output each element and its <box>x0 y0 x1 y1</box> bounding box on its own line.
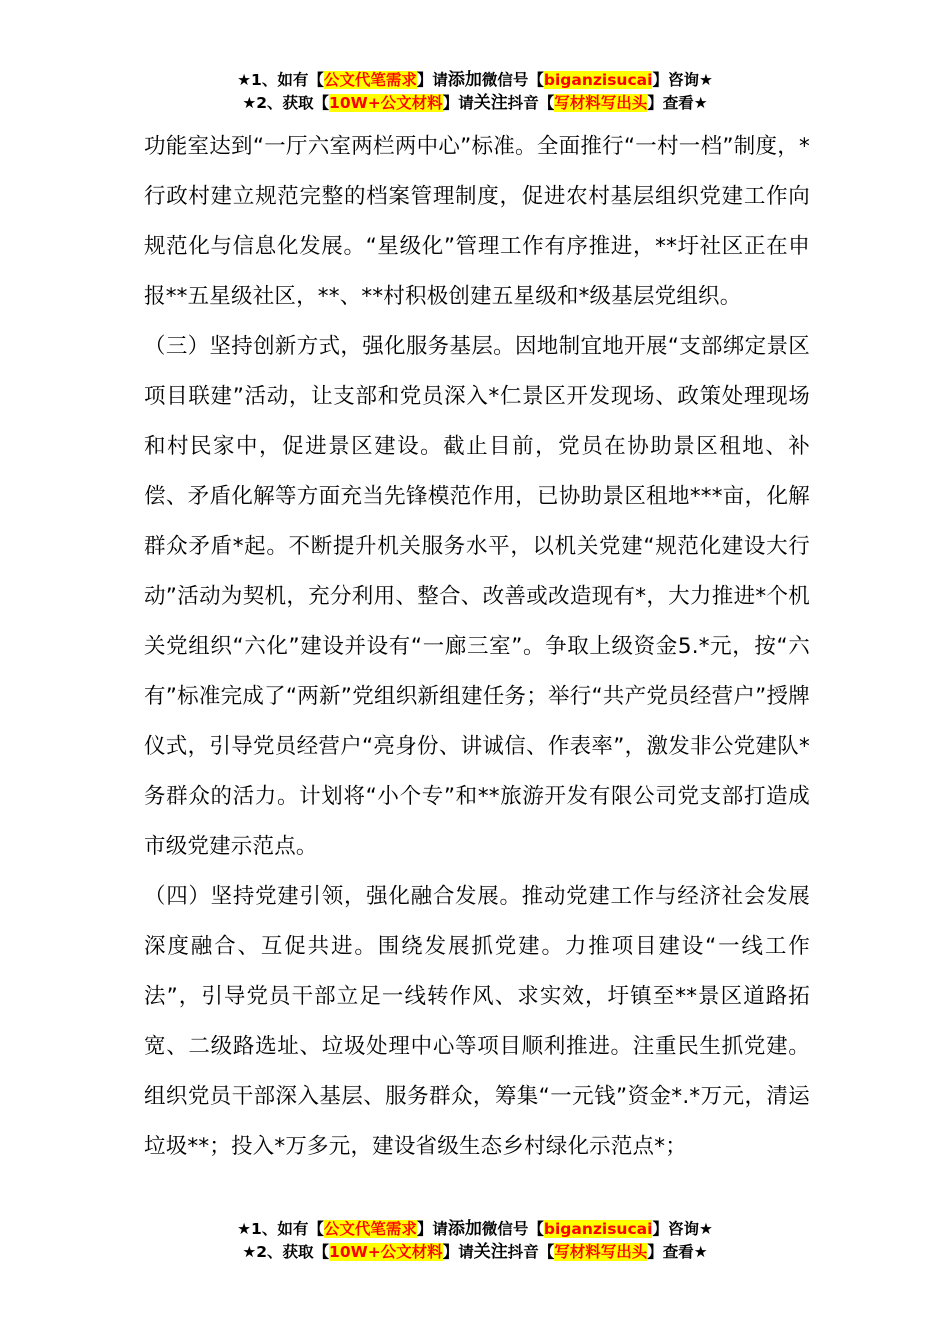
highlight-wechat-id: biganzisucai <box>543 71 653 89</box>
header-banner <box>0 69 950 115</box>
header-banner-line-1: ★1、如有【公文代笔需求】请添加微信号【biganzisucai】咨询★ <box>237 70 713 90</box>
footer-banner-line-2: ★2、获取【10W+公文材料】请关注抖音【写材料写出头】查看★ <box>242 1242 708 1262</box>
footer-banner <box>0 1218 950 1264</box>
paragraph: （四）坚持党建引领，强化融合发展。推动党建工作与经济社会发展深度融合、互促共进。围绕发展抓党建。力推项目建设“一线工作法”，引导党员干部立足一线转作风、求实效，圩镇至**景区道路拓宽、二级路选址、垃圾处理中心等项目顺利推进。注重民生抓党建。组织党员干部深入基层、服务群众，筹集“一元钱”资金*.*万元，清运垃圾**；投入*万多元，建设省级生态乡村绿化示范点*； <box>144 884 810 1159</box>
paragraph: （三）坚持创新方式，强化服务基层。因地制宜地开展“支部绑定景区项目联建”活动，让支部和党员深入*仁景区开发现场、政策处理现场和村民家中，促进景区建设。截止目前，党员在协助景区租地、补偿、矛盾化解等方面充当先锋模范作用，已协助景区租地***亩，化解群众矛盾*起。不断提升机关服务水平，以机关党建“规范化建设大行动”活动为契机，充分利用、整合、改善或改造现有*，大力推进*个机关党组织“六化”建设并设有“一廊三室”。争取上级资金5.*元，按“六有”标准完成了“两新”党组织新组建任务；举行“共产党员经营户”授牌仪式，引导党员经营户“亮身份、讲诚信、作表率”，激发非公党建队*务群众的活力。计划将“小个专”和**旅游开发有限公司党支部打造成市级党建示范点。 <box>144 334 810 859</box>
highlight-service: 公文代笔需求 <box>323 1220 417 1238</box>
highlight-douyin-account: 写材料写出头 <box>554 1243 648 1261</box>
paragraph: 功能室达到“一厅六室两栏两中心”标准。全面推行“一村一档”制度，*行政村建立规范完整的档案管理制度，促进农村基层组织党建工作向规范化与信息化发展。“星级化”管理工作有序推进，**圩社区正在申报**五星级社区，**、**村积极创建五星级和*级基层党组织。 <box>144 134 810 309</box>
highlight-materials: 10W+公文材料 <box>329 94 443 112</box>
document-body <box>144 122 810 1172</box>
highlight-service: 公文代笔需求 <box>323 71 417 89</box>
highlight-materials: 10W+公文材料 <box>329 1243 443 1261</box>
header-banner-line-2: ★2、获取【10W+公文材料】请关注抖音【写材料写出头】查看★ <box>242 93 708 113</box>
footer-banner-line-1: ★1、如有【公文代笔需求】请添加微信号【biganzisucai】咨询★ <box>237 1219 713 1239</box>
highlight-douyin-account: 写材料写出头 <box>554 94 648 112</box>
highlight-wechat-id: biganzisucai <box>543 1220 653 1238</box>
